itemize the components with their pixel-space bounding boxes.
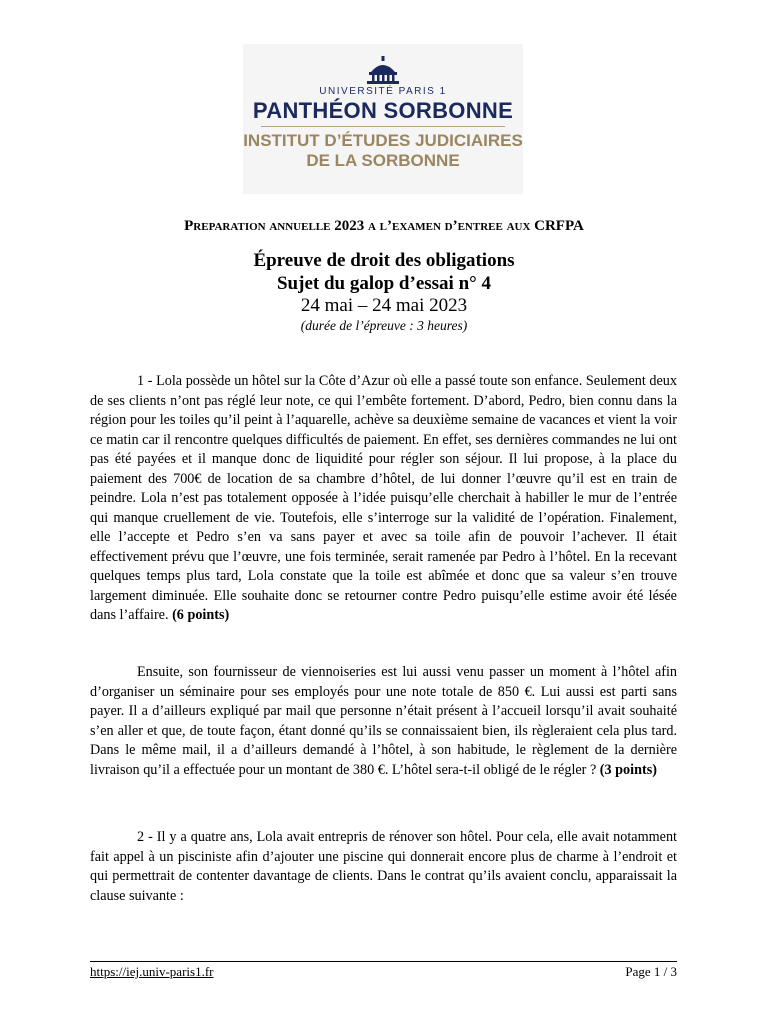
footer-website-link[interactable]: https://iej.univ-paris1.fr: [90, 964, 214, 979]
paragraph-3: [90, 828, 677, 906]
logo-university: UNIVERSITÉ PARIS 1: [319, 86, 447, 97]
paragraph-3-text: 2 - Il y a quatre ans, Lola avait entrepris de rénover son hôtel. Pour cela, elle avait notamment fait appel à un pisciniste afin d’ajouter une piscine qui donnerait encore plus de charme à l’endroit et qui permettrait de contenter davantage de clients. Dans le contrat qu’ils avaient conclu, apparaissait la clause suivante :: [90, 829, 677, 904]
paragraph-2-points: (3 points): [599, 761, 657, 778]
logo-institute: INSTITUT D’ÉTUDES JUDICIAIRES DE LA SORBONNE: [243, 131, 523, 170]
paragraph-2: [90, 663, 677, 780]
paragraph-2-text: Ensuite, son fournisseur de viennoiseries est lui aussi venu passer un moment à l’hôtel afin d’organiser un séminaire pour ses employés pour une note totale de 850 €. Lui aussi est parti sans payer. Il a d’ailleurs expliqué par mail que personne n’était présent à l’accueil lorsqu’il avait souhaité s’en aller et que, de toute façon, étant donné qu’ils se connaissaient bien, ils règleraient cela plus tard. Dans le même mail, il a d’ailleurs demandé à l’hôtel, à son habitude, le règlement de la dernière livraison qu’il a effectuée pour un montant de 380 €. L’hôtel sera-t-il obligé de le régler ?: [90, 664, 677, 778]
exam-dates: 24 mai – 24 mai 2023: [300, 295, 468, 316]
exam-duration: (durée de l’épreuve : 3 heures): [300, 318, 468, 333]
paragraph-1-text: 1 - Lola possède un hôtel sur la Côte d’Azur où elle a passé toute son enfance. Seulement deux de ses clients n’ont pas réglé leur note, ce qui l’embête fortement. D’abord, Pedro, bien connu dans la région pour les toiles qu’il peint à l’aquarelle, achève sa deuxième semaine de vacances et vient la voir ce matin car il rencontre quelques difficultés de paiement. En effet, ses dernières commandes ne lui ont pas été payées et il manque donc de liquidité pour régler son séjour. Il lui propose, à la place du paiement des 700€ de location de sa chambre d’hôtel, de lui donner l’œuvre qu’il est en train de peindre. Lola n’est pas totalement opposée à l’idée puisqu’elle cherchait à habiller le mur de l’entrée qui manque cruellement de vie. Toutefois, elle s’interroge sur la validité de l’opération. Finalement, elle l’accepte et Pedro s’en va sans payer et avec sa toile afin de pouvoir l’achever. Il était effectivement prévu que l’œuvre, une fois terminée, serait ramenée par Pedro à l’hôtel. En la recevant quelques temps plus tard, Lola constate que la toile est abîmée et donc que sa valeur s’en trouve largement diminuée. Elle souhaite donc se retourner contre Pedro puisqu’elle estime avoir été lésée dans l’affaire.: [90, 373, 677, 623]
logo-name: PANTHÉON SORBONNE: [252, 98, 514, 123]
exam-title: Épreuve de droit des obligations: [253, 250, 515, 271]
paragraph-1-points: (6 points): [172, 607, 230, 623]
footer-divider: [90, 961, 677, 962]
paragraph-1: [90, 372, 677, 626]
pantheon-dome-icon: [364, 56, 402, 84]
university-logo: [243, 44, 523, 194]
preparation-heading: Preparation annuelle 2023 a l’examen d’entree aux CRFPA: [184, 218, 584, 234]
exam-subject: Sujet du galop d’essai n° 4: [276, 273, 491, 294]
logo-divider: [261, 126, 505, 127]
page-number: Page 1 / 3: [625, 964, 677, 979]
